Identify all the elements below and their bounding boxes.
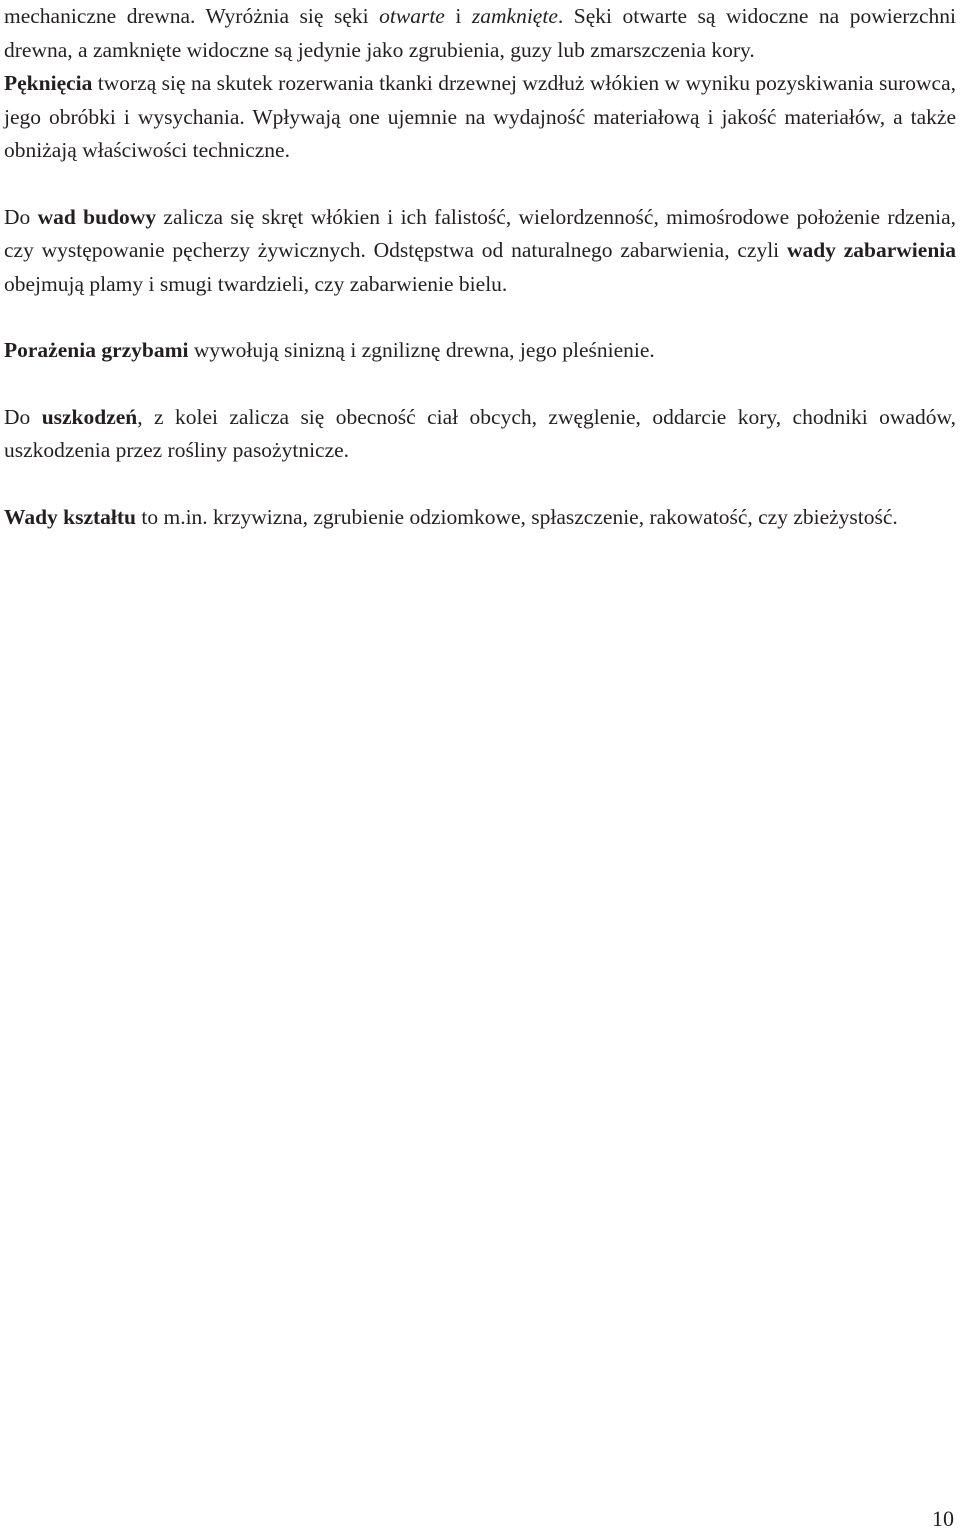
paragraph-text: zalicza się skręt włókien i ich falistość, wielordzenność, mimośrodowe położenie rdzenia, czy występowanie pęcherzy żywicznych. Odstępstwa od naturalnego zabarwienia, czyli [4, 204, 957, 262]
paragraph-text: mechaniczne drewna. Wyróżnia się sęki [4, 4, 380, 28]
term-cracks: Pęknięcia [4, 71, 93, 95]
paragraph-text: wywołują sinizną i zgniliznę drewna, jego pleśnienie. [188, 338, 655, 362]
paragraph-fungi [4, 334, 956, 368]
term-structure-defects: wad budowy [37, 204, 157, 229]
document-page [4, 0, 956, 534]
paragraph-text: Do [4, 404, 42, 429]
paragraph-text: obejmują plamy i smugi twardzieli, czy zabarwienie bielu. [4, 271, 508, 296]
term-shape-defects: Wady kształtu [4, 504, 137, 529]
paragraph-cracks [4, 67, 956, 168]
paragraph-text: Do [4, 204, 38, 229]
term-damage: uszkodzeń [41, 404, 138, 429]
paragraph-structure-defects [4, 201, 956, 302]
paragraph-text: . Sęki otwarte są widoczne na powierzchni drewna, a zamknięte widoczne są jedynie jako zgrubienia, guzy lub zmarszczenia kory. [4, 4, 956, 62]
paragraph-text: , z kolei zalicza się obecność ciał obcych, zwęglenie, oddarcie kory, chodniki owadów, uszkodzenia przez rośliny pasożytnicze. [4, 404, 957, 462]
term-color-defects: wady zabarwienia [786, 238, 957, 262]
page-number: 10 [932, 1506, 954, 1531]
emphasis-closed-knots: zamknięte [471, 4, 558, 28]
term-fungi: Porażenia grzybami [4, 338, 189, 362]
emphasis-open-knots: otwarte [379, 4, 445, 28]
paragraph-knots [4, 0, 956, 67]
paragraph-text: tworzą się na skutek rozerwania tkanki drzewnej wzdłuż włókien w wyniku pozyskiwania surowca, jego obróbki i wysychania. Wpływają one ujemnie na wydajność materiałową i jakość materiałów, a także obniżają właściwości techniczne. [4, 71, 956, 162]
paragraph-text: to m.in. krzywizna, zgrubienie odziomkowe, spłaszczenie, rakowatość, czy zbieżystość. [136, 504, 898, 529]
paragraph-text: i [444, 4, 472, 28]
paragraph-shape-defects [4, 501, 956, 535]
paragraph-damage [4, 401, 956, 468]
